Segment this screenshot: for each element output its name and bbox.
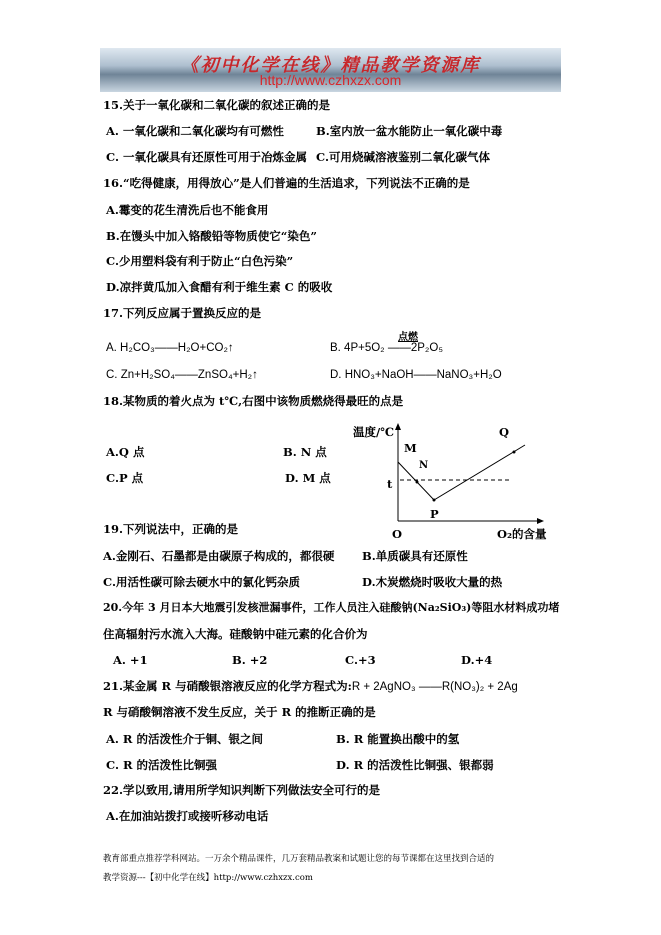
q19-option-d: D.木炭燃烧时吸收大量的热 — [362, 575, 503, 589]
q18-option-a: A.Q 点 — [106, 445, 145, 459]
label-q: Q — [499, 425, 510, 439]
q15-stem: 15.关于一氧化碳和二氧化碳的叙述正确的是 — [103, 98, 331, 112]
q17-option-b: B. 4P+5O₂ ——2P₂O₅ — [330, 342, 443, 354]
q21-option-c: C. R 的活泼性比铜强 — [106, 758, 218, 772]
point-n — [416, 481, 419, 484]
q20-option-b: B. +2 — [232, 653, 268, 667]
q16-stem: 16.“吃得健康，用得放心”是人们普遍的生活追求，下列说法不正确的是 — [103, 176, 470, 190]
q19-option-b: B.单质碳具有还原性 — [362, 549, 468, 563]
q21-equation: R + 2AgNO₃ ——R(NO₃)₂ + 2Ag — [351, 681, 518, 693]
q15-option-b: B.室内放一盆水能防止一氧化碳中毒 — [316, 124, 503, 138]
footer-line1: 教育部重点推荐学科网站。一万余个精品课件，几万套精品教案和试题让您的每节课都在这里找到合适的 — [103, 854, 495, 864]
label-p: P — [430, 507, 439, 521]
q21-option-b: B. R 能置换出酸中的氢 — [336, 732, 460, 746]
y-axis-arrow — [395, 423, 401, 430]
q18-option-b: B. N 点 — [283, 445, 327, 459]
q21-option-d: D. R 的活泼性比铜强、银都弱 — [336, 758, 494, 772]
q21-stem-text: 21.某金属 R 与硝酸银溶液反应的化学方程式为: — [103, 679, 352, 693]
q19-option-a: A.金刚石、石墨都是由碳原子构成的，都很硬 — [103, 549, 335, 563]
q20-option-a: A. +1 — [113, 653, 148, 667]
banner-url: http://www.czhxzx.com — [259, 72, 402, 88]
q19-stem: 19.下列说法中，正确的是 — [103, 522, 239, 536]
q15-option-c: C. 一氧化碳具有还原性可用于冶炼金属 — [106, 150, 307, 164]
q16-option-b: B.在馒头中加入铬酸铅等物质使它“染色” — [106, 229, 317, 243]
q17-option-c: C. Zn+H₂SO₄——ZnSO₄+H₂↑ — [106, 369, 258, 381]
q21-option-a: A. R 的活泼性介于铜、银之间 — [106, 732, 263, 746]
diagram-y-label: 温度/℃ — [353, 425, 394, 439]
q15-option-d: C.可用烧碱溶液鉴别二氧化碳气体 — [316, 150, 490, 164]
q17-stem: 17.下列反应属于置换反应的是 — [103, 306, 262, 320]
point-q — [513, 451, 516, 454]
q20-stem-line1: 20.今年 3 月日本大地震引发核泄漏事件，工作人员注入硅酸钠(Na₂SiO₃)等阻水材料成功堵 — [103, 601, 560, 614]
q17-option-a: A. H₂CO₃——H₂O+CO₂↑ — [106, 342, 234, 354]
q17-option-d: D. HNO₃+NaOH——NaNO₃+H₂O — [330, 369, 502, 381]
label-n: N — [419, 460, 429, 471]
label-m: M — [404, 441, 417, 455]
q15-option-a: A. 一氧化碳和二氧化碳均有可燃性 — [106, 124, 284, 138]
q16-option-d: D.凉拌黄瓜加入食醋有利于维生素 C 的吸收 — [106, 280, 333, 294]
temperature-curve — [398, 445, 525, 500]
q16-option-a: A.霉变的花生清洗后也不能食用 — [106, 203, 269, 217]
q17-reaction-condition: 点燃 — [398, 332, 418, 343]
q18-stem: 18.某物质的着火点为 t℃,右图中该物质燃烧得最旺的点是 — [103, 394, 404, 408]
point-p — [433, 499, 436, 502]
q20-option-c: C.+3 — [345, 653, 376, 667]
x-axis-arrow — [537, 518, 544, 524]
q21-stem-line1 — [103, 679, 518, 694]
q19-option-c: C.用活性碳可除去硬水中的氯化钙杂质 — [103, 575, 300, 589]
q21-stem-line2: R 与硝酸铜溶液不发生反应，关于 R 的推断正确的是 — [103, 705, 376, 719]
footer-line2: 教学资源---【初中化学在线】http://www.czhxzx.com — [103, 873, 313, 883]
q20-stem-line2: 住高辐射污水流入大海。硅酸钠中硅元素的化合价为 — [103, 627, 368, 641]
label-origin: O — [392, 527, 403, 541]
q18-option-c: C.P 点 — [106, 471, 144, 485]
q22-stem: 22.学以致用,请用所学知识判断下列做法安全可行的是 — [103, 783, 381, 797]
banner-title: 《初中化学在线》精品教学资源库 — [180, 55, 481, 76]
diagram-x-label: O₂的含量 — [497, 527, 547, 541]
label-t: t — [387, 477, 393, 491]
q18-option-d: D. M 点 — [285, 471, 331, 485]
q22-option-a: A.在加油站拨打或接听移动电话 — [106, 809, 269, 823]
q16-option-c: C.少用塑料袋有利于防止“白色污染” — [106, 254, 294, 268]
q20-option-d: D.+4 — [461, 653, 493, 667]
